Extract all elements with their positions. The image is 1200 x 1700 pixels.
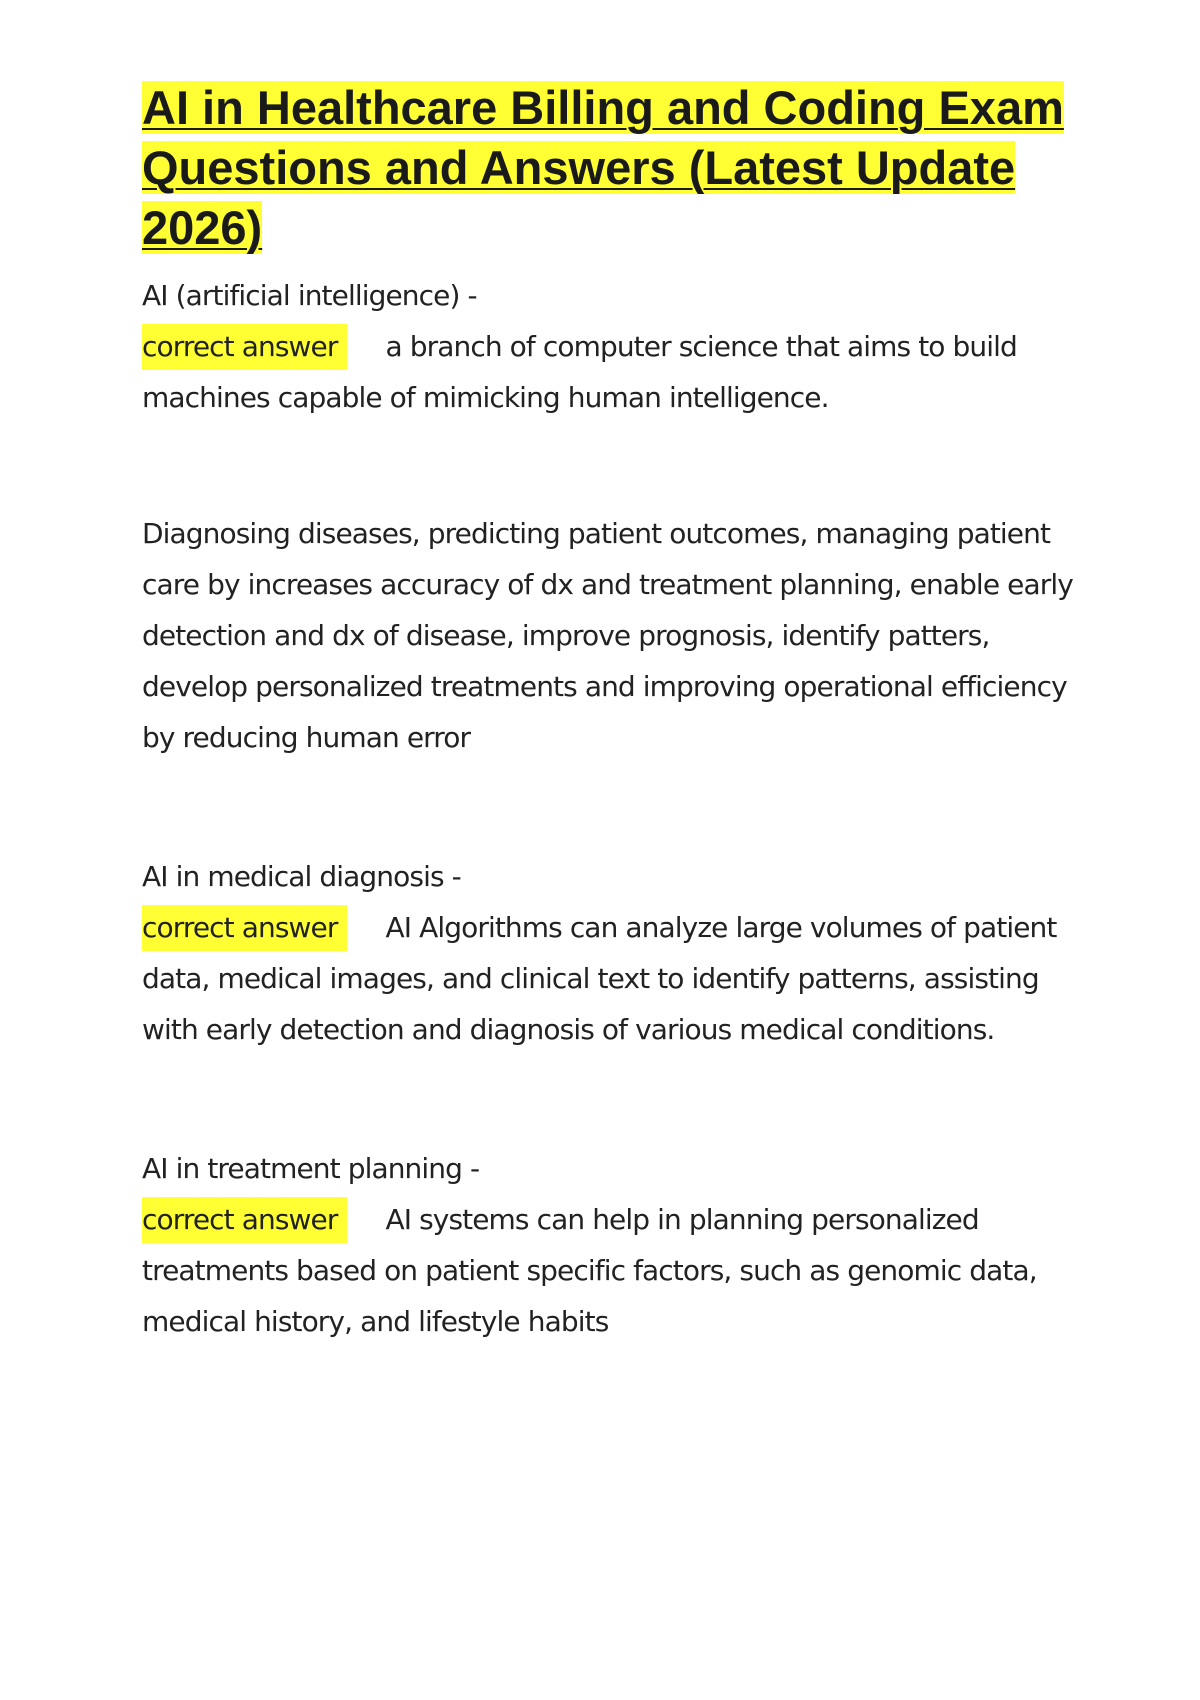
answer-paragraph (142, 508, 1082, 763)
document-title-text: AI in Healthcare Billing and Coding Exam Questions and Answers (Latest Update 2026) (142, 81, 1064, 254)
qa-item (142, 270, 1082, 423)
correct-answer-label: correct answer (142, 324, 347, 370)
answer-text: AI Algorithms can analyze large volumes of patient data, medical images, and clinical text to identify patterns, assisting with early detection and diagnosis of various medical conditions. (142, 911, 1057, 1046)
question-text: AI in treatment planning - (142, 1152, 480, 1185)
qa-item (142, 851, 1082, 1055)
answer-text: a branch of computer science that aims to build machines capable of mimicking human intelligence. (142, 330, 1017, 414)
correct-answer-label: correct answer (142, 905, 347, 951)
document-title (142, 78, 1082, 258)
document-page (142, 78, 1082, 1347)
question-text: AI in medical diagnosis - (142, 860, 461, 893)
correct-answer-label: correct answer (142, 1197, 347, 1243)
answer-text: AI systems can help in planning personalized treatments based on patient specific factors, such as genomic data, medical history, and lifestyle habits (142, 1203, 1037, 1338)
qa-item (142, 1143, 1082, 1347)
paragraph-text: Diagnosing diseases, predicting patient outcomes, managing patient care by increases accuracy of dx and treatment planning, enable early detection and dx of disease, improve prognosis, identify patters, develop personalized treatments and improving operational efficiency by reducing human error (142, 517, 1073, 754)
question-text: AI (artificial intelligence) - (142, 279, 477, 312)
